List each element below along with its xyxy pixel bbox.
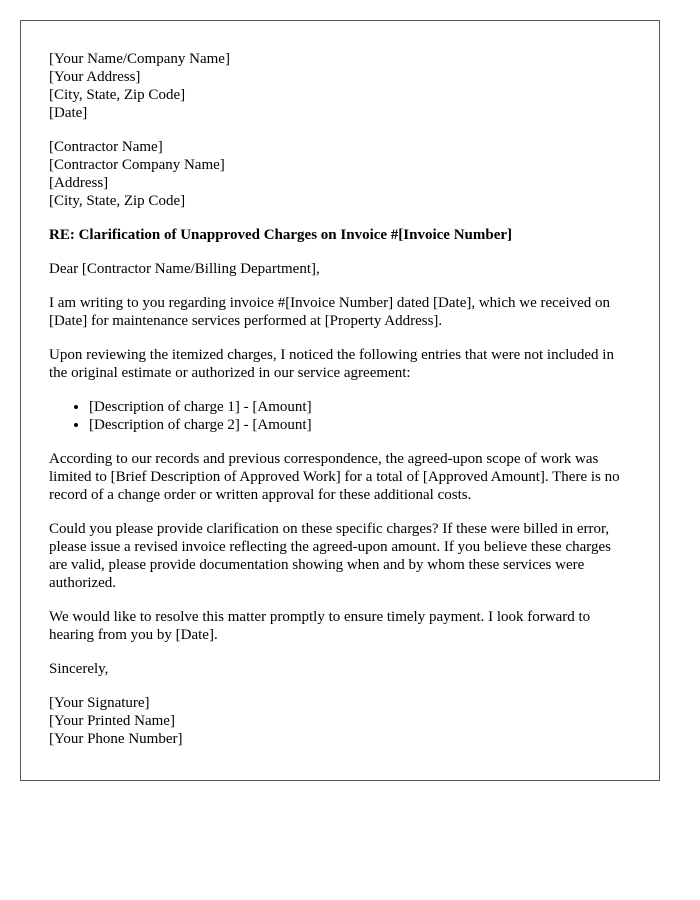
charge-item: • [Description of charge 2] - [Amount] [89,416,631,434]
paragraph-resolution: We would like to resolve this matter promptly to ensure timely payment. I look forward to hearing from you by [Date]. [49,609,591,643]
sender-address: [Your Address] [49,69,141,85]
sender-city-state-zip: [City, State, Zip Code] [49,87,186,103]
paragraph-approved-scope: According to our records and previous correspondence, the agreed-upon scope of work was limited to [Brief Description of Approved Work] for a total of [Approved Amount]. There is no record of a change order or written approval for these additional costs. [49,451,620,503]
subject-line: RE: Clarification of Unapproved Charges on Invoice #[Invoice Number] [49,227,513,243]
letter-page [20,20,660,781]
charges-list [49,398,631,434]
paragraph-charges-intro: Upon reviewing the itemized charges, I noticed the following entries that were not included in the original estimate or authorized in our service agreement: [49,347,614,381]
sender-name: [Your Name/Company Name] [49,51,230,67]
closing: Sincerely, [49,661,109,677]
recipient-address: [Address] [49,175,109,191]
charge-item: • [Description of charge 1] - [Amount] [89,398,631,416]
signature-block [49,694,631,748]
recipient-block [49,138,631,210]
paragraph-clarification-request: Could you please provide clarification on these specific charges? If these were billed in error, please issue a revised invoice reflecting the agreed-upon amount. If you believe these charges are valid, please provide documentation showing when and by whom these services were authorized. [49,521,612,591]
letter-date: [Date] [49,105,88,121]
sender-block [49,50,631,122]
recipient-city-state-zip: [City, State, Zip Code] [49,193,186,209]
printed-name: [Your Printed Name] [49,713,175,729]
signature: [Your Signature] [49,695,150,711]
salutation: Dear [Contractor Name/Billing Department], [49,261,320,277]
recipient-name: [Contractor Name] [49,139,163,155]
recipient-company: [Contractor Company Name] [49,157,225,173]
paragraph-invoice-reference: I am writing to you regarding invoice #[Invoice Number] dated [Date], which we received on [Date] for maintenance services performed at [Property Address]. [49,295,611,329]
phone-number: [Your Phone Number] [49,731,183,747]
